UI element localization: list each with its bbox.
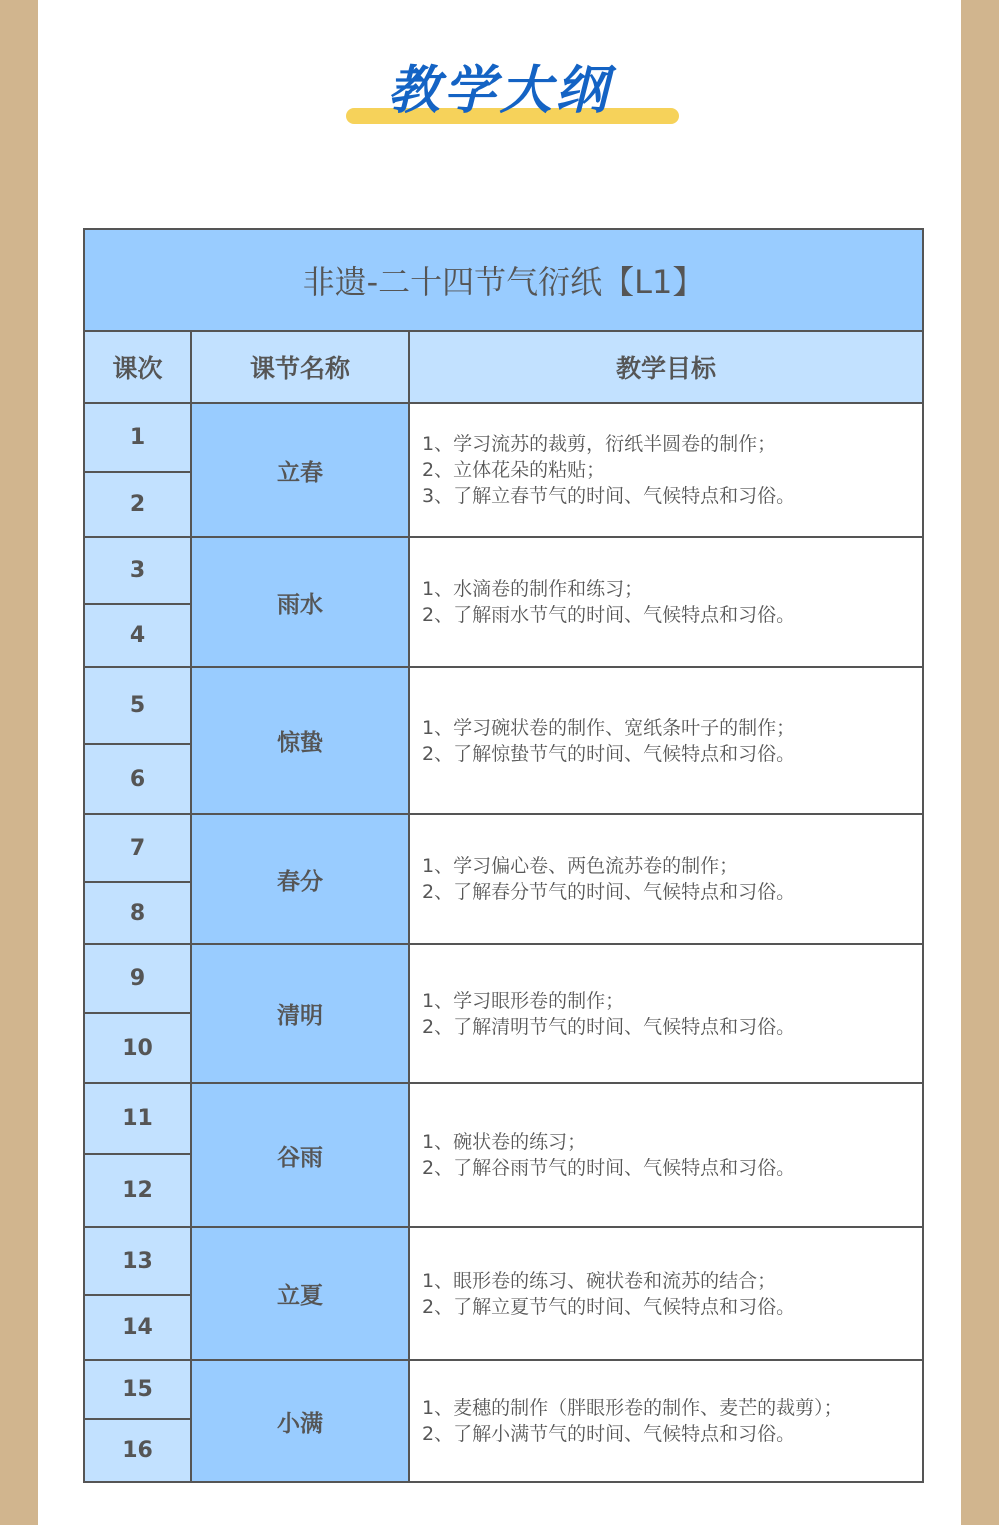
lesson-goals xyxy=(409,403,923,537)
lesson-number: 13 xyxy=(84,1227,191,1295)
syllabus-table xyxy=(83,228,924,1483)
goal-line: 1、碗状卷的练习； xyxy=(422,1131,587,1153)
table-row xyxy=(84,814,923,882)
lesson-number: 12 xyxy=(84,1154,191,1227)
page-title: 教学大纲 xyxy=(387,61,612,121)
goal-line: 1、学习碗状卷的制作、宽纸条叶子的制作； xyxy=(422,716,796,739)
table-row xyxy=(84,1360,923,1419)
goal-line: 2、了解惊蛰节气的时间、气候特点和习俗。 xyxy=(422,742,796,765)
lesson-name: 小满 xyxy=(191,1360,409,1482)
goal-line: 1、学习眼形卷的制作； xyxy=(422,989,625,1012)
lesson-name: 春分 xyxy=(191,814,409,944)
lesson-number: 3 xyxy=(84,537,191,604)
lesson-name: 立夏 xyxy=(191,1227,409,1360)
column-header-goals: 教学目标 xyxy=(409,331,923,403)
lesson-goals xyxy=(409,537,923,667)
column-header-lesson-no: 课次 xyxy=(84,331,191,403)
lesson-goals xyxy=(409,944,923,1083)
lesson-number: 1 xyxy=(84,403,191,472)
lesson-goals xyxy=(409,814,923,944)
goal-line: 2、了解清明节气的时间、气候特点和习俗。 xyxy=(422,1015,796,1038)
goal-line: 2、了解立夏节气的时间、气候特点和习俗。 xyxy=(422,1295,796,1318)
goal-line: 2、了解雨水节气的时间、气候特点和习俗。 xyxy=(422,604,796,626)
lesson-number: 14 xyxy=(84,1295,191,1360)
goal-line: 1、水滴卷的制作和练习； xyxy=(422,578,644,600)
lesson-number: 10 xyxy=(84,1013,191,1083)
goal-line: 2、了解谷雨节气的时间、气候特点和习俗。 xyxy=(422,1157,796,1179)
lesson-number: 8 xyxy=(84,882,191,944)
section-title xyxy=(38,56,961,136)
table-row xyxy=(84,1227,923,1295)
goal-line: 2、了解小满节气的时间、气候特点和习俗。 xyxy=(422,1423,796,1445)
table-row xyxy=(84,403,923,472)
lesson-name: 雨水 xyxy=(191,537,409,667)
lesson-goals xyxy=(409,1360,923,1482)
lesson-number: 11 xyxy=(84,1083,191,1154)
table-row xyxy=(84,1083,923,1154)
goal-line: 3、了解立春节气的时间、气候特点和习俗。 xyxy=(422,485,796,507)
lesson-number: 9 xyxy=(84,944,191,1013)
lesson-name: 立春 xyxy=(191,403,409,537)
table-row xyxy=(84,537,923,604)
goal-line: 1、眼形卷的练习、碗状卷和流苏的结合； xyxy=(422,1269,777,1292)
lesson-goals xyxy=(409,667,923,814)
lesson-number: 2 xyxy=(84,472,191,537)
lesson-name: 谷雨 xyxy=(191,1083,409,1227)
goal-line: 1、学习流苏的裁剪，衍纸半圆卷的制作； xyxy=(422,433,777,455)
goal-line: 2、了解春分节气的时间、气候特点和习俗。 xyxy=(422,881,796,903)
lesson-number: 6 xyxy=(84,744,191,814)
course-title: 非遗-二十四节气衍纸【L1】 xyxy=(84,229,923,331)
lesson-number: 4 xyxy=(84,604,191,667)
lesson-number: 16 xyxy=(84,1419,191,1482)
lesson-name: 清明 xyxy=(191,944,409,1083)
goal-line: 1、麦穗的制作（胖眼形卷的制作、麦芒的裁剪）； xyxy=(422,1397,843,1419)
lesson-number: 7 xyxy=(84,814,191,882)
lesson-number: 15 xyxy=(84,1360,191,1419)
lesson-number: 5 xyxy=(84,667,191,744)
lesson-goals xyxy=(409,1227,923,1360)
goal-line: 1、学习偏心卷、两色流苏卷的制作； xyxy=(422,855,739,877)
lesson-goals xyxy=(409,1083,923,1227)
table-row xyxy=(84,944,923,1013)
column-header-lesson-name: 课节名称 xyxy=(191,331,409,403)
goal-line: 2、立体花朵的粘贴； xyxy=(422,459,606,481)
lesson-name: 惊蛰 xyxy=(191,667,409,814)
table-row xyxy=(84,667,923,744)
table-header-row xyxy=(84,331,923,403)
